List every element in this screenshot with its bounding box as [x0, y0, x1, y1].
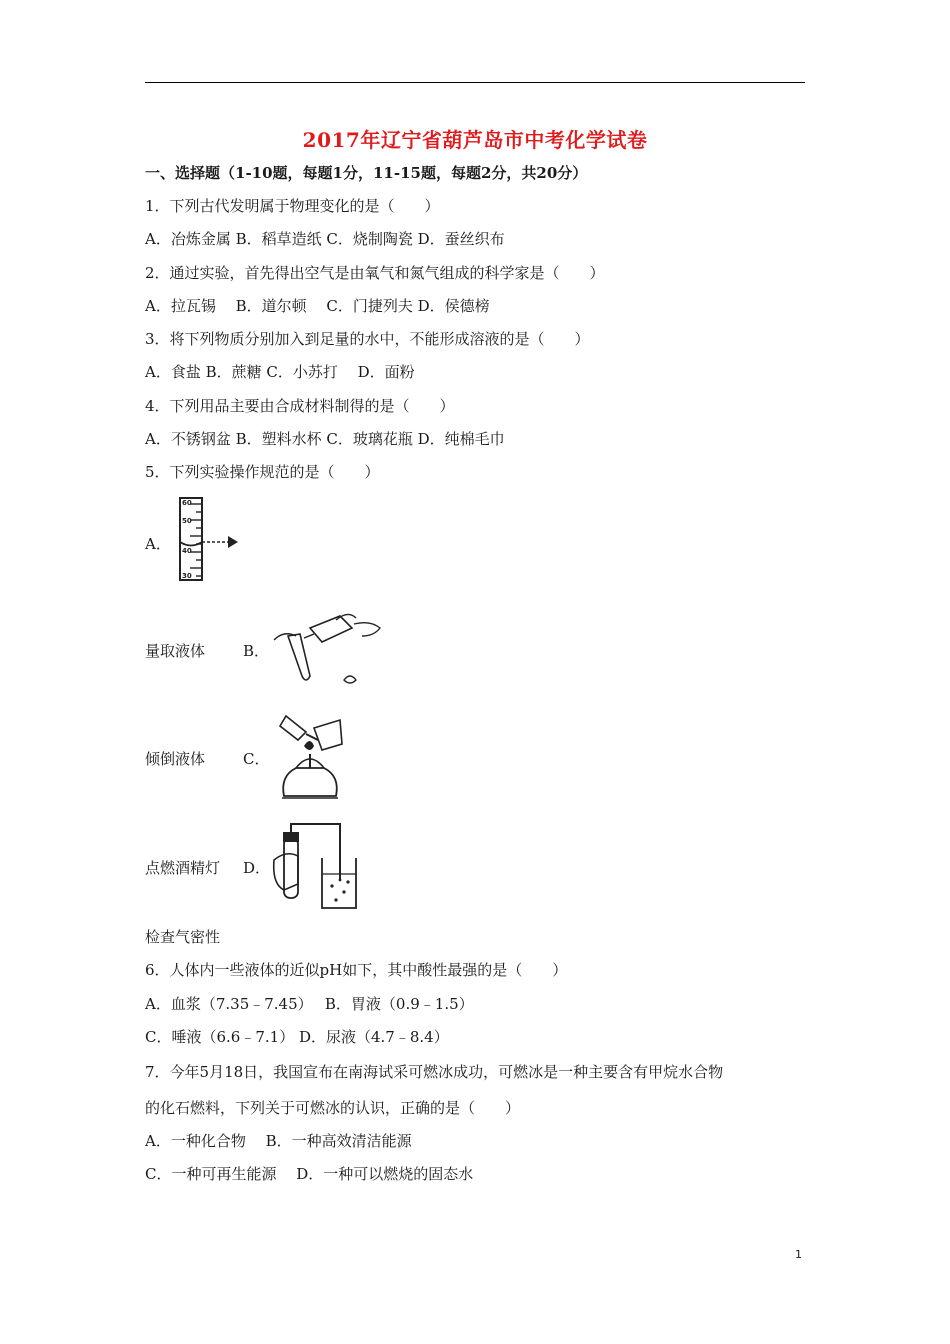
question-7-options-line1: A．一种化合物 B．一种高效清洁能源	[145, 1132, 412, 1150]
q5-option-a-caption: 量取液体	[145, 642, 206, 660]
q5-option-c-label: C．	[243, 750, 270, 768]
question-2-options: A．拉瓦锡 B．道尔顿 C．门捷列夫 D．侯德榜	[145, 297, 490, 315]
measuring-cylinder-figure	[170, 496, 242, 584]
section-heading: 一、选择题（1-10题，每题1分，11-15题，每题2分，共20分）	[145, 164, 588, 182]
question-7-options-line2: C．一种可再生能源 D．一种可以燃烧的固态水	[145, 1165, 474, 1183]
question-6-options-line2: C．唾液（6.6﹣7.1） D．尿液（4.7﹣8.4）	[145, 1028, 449, 1046]
question-4-options: A．不锈钢盆 B．塑料水杯 C．玻璃花瓶 D．纯棉毛巾	[145, 430, 505, 448]
page-title: 2017年辽宁省葫芦岛市中考化学试卷	[302, 128, 648, 152]
question-2-stem: 2．通过实验，首先得出空气是由氧气和氮气组成的科学家是（ ）	[145, 264, 605, 282]
question-7-stem-line1: 7．今年5月18日，我国宣布在南海试采可燃冰成功，可燃冰是一种主要含有甲烷水合物	[145, 1063, 724, 1081]
cylinder-tick-30: 30	[182, 572, 192, 580]
pouring-liquid-figure	[270, 606, 385, 688]
cylinder-tick-50: 50	[182, 517, 192, 525]
cylinder-tick-40: 40	[182, 547, 192, 555]
question-3-stem: 3．将下列物质分别加入到足量的水中，不能形成溶液的是（ ）	[145, 330, 590, 348]
question-6-options-line1: A．血浆（7.35﹣7.45） B．胃液（0.9﹣1.5）	[145, 995, 474, 1013]
question-7-stem-line2: 的化石燃料，下列关于可燃冰的认识，正确的是（ ）	[145, 1099, 521, 1117]
question-5-stem: 5．下列实验操作规范的是（ ）	[145, 463, 380, 481]
page-number: 1	[795, 1248, 802, 1261]
alcohol-lamp-figure	[270, 710, 352, 804]
cylinder-tick-60: 60	[182, 499, 192, 507]
question-4-stem: 4．下列用品主要由合成材料制得的是（ ）	[145, 397, 455, 415]
question-1-options: A．冶炼金属 B．稻草造纸 C．烧制陶瓷 D．蚕丝织布	[145, 230, 505, 248]
q5-option-c-caption: 点燃酒精灯	[145, 859, 221, 877]
q5-option-b-caption: 倾倒液体	[145, 750, 206, 768]
airtightness-check-figure	[270, 820, 360, 914]
question-6-stem: 6．人体内一些液体的近似pH如下，其中酸性最强的是（ ）	[145, 961, 568, 979]
header-rule	[145, 82, 805, 83]
q5-option-b-label: B．	[243, 642, 270, 660]
question-3-options: A．食盐 B．蔗糖 C．小苏打 D．面粉	[145, 363, 415, 381]
q5-option-d-label: D．	[243, 859, 271, 877]
q5-option-d-caption: 检查气密性	[145, 928, 221, 946]
q5-option-a-label: A．	[145, 535, 171, 553]
question-1-stem: 1．下列古代发明属于物理变化的是（ ）	[145, 197, 440, 215]
